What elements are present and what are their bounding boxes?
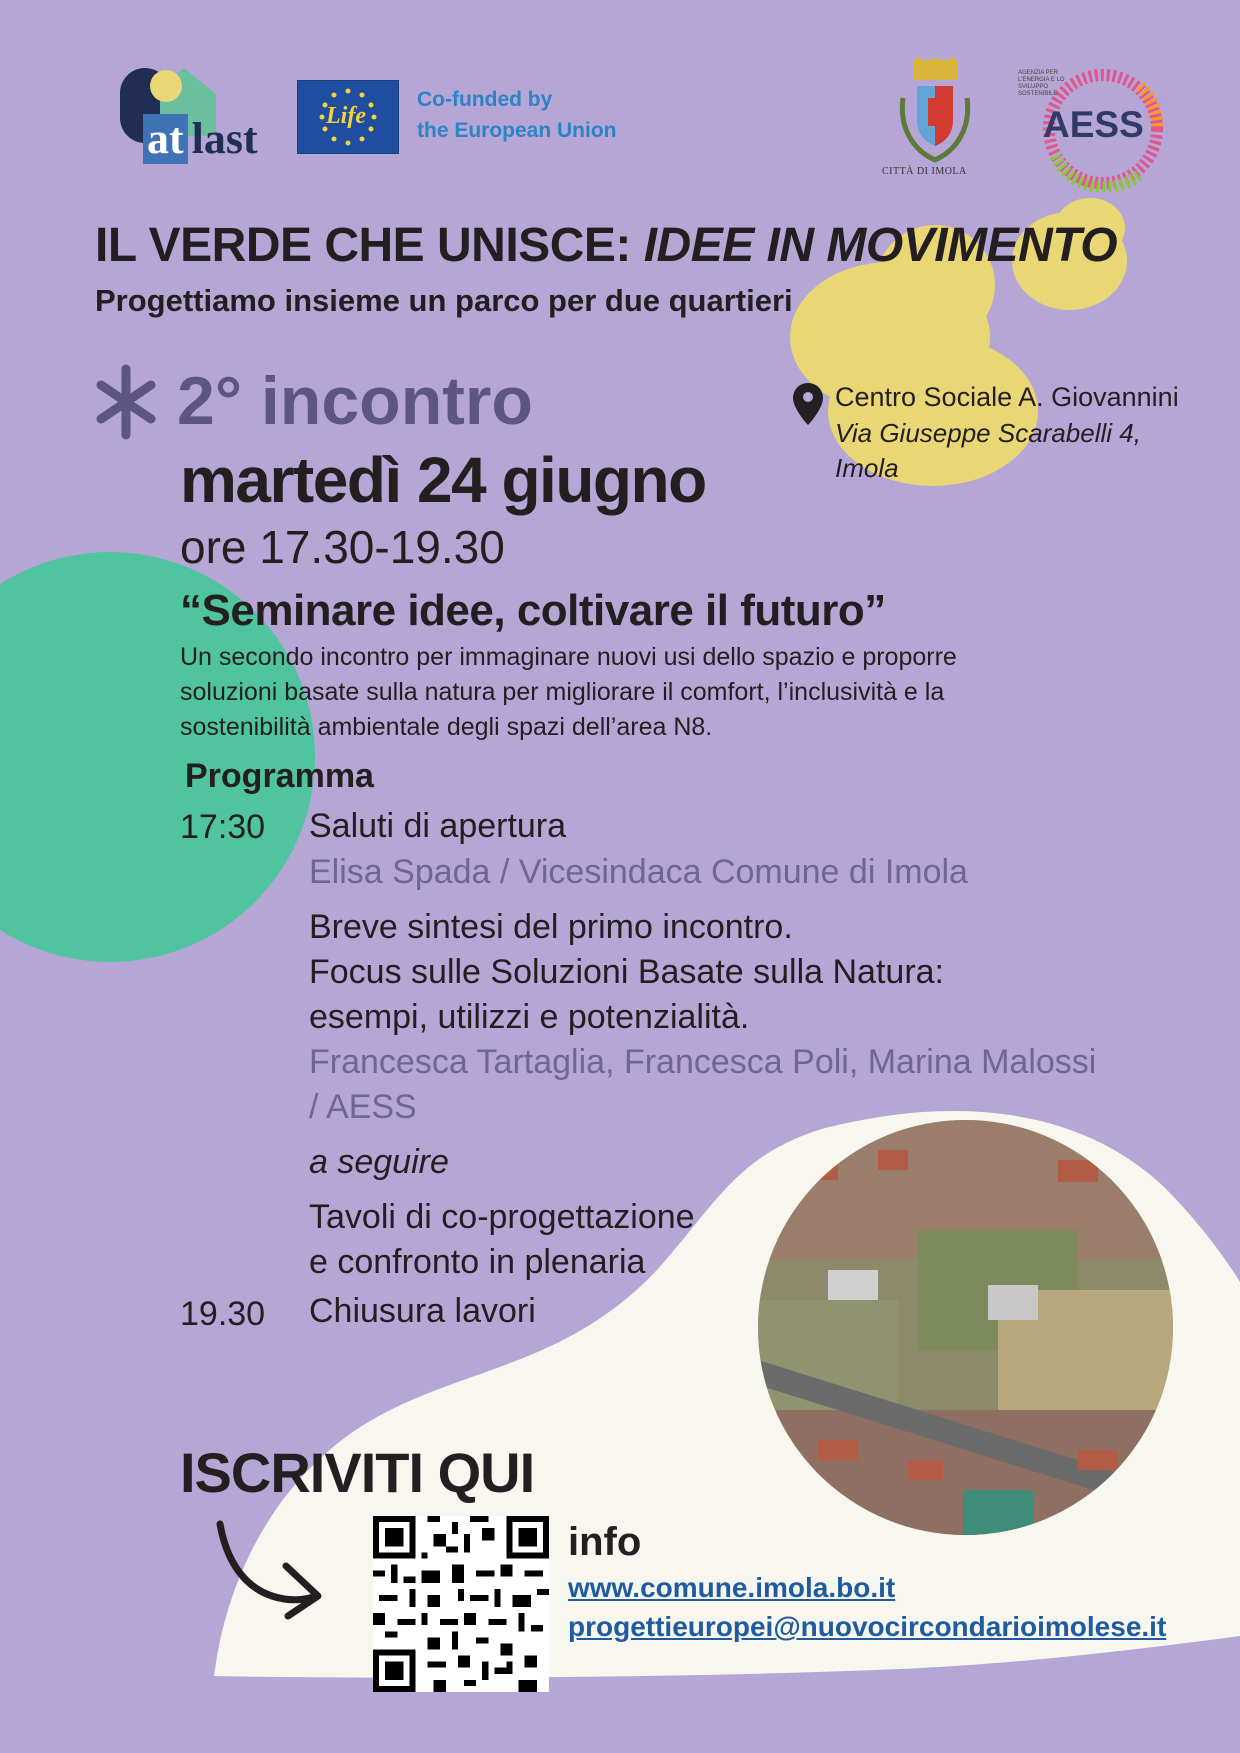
venue-name: Centro Sociale A. Giovannini [835,382,1179,412]
eu-flag-life-logo: Life [297,80,399,154]
program-time-1730: 17:30 [180,808,266,846]
arrow-icon [212,1518,327,1623]
location-pin-icon [791,381,825,427]
program-a-seguire: a seguire [309,1143,449,1181]
city-of-imola-caption: CITTÀ DI IMOLA [882,166,967,177]
program-item-closing: Chiusura lavori [309,1292,536,1330]
info-heading: info [568,1520,642,1564]
program-item-opening: Saluti di apertura [309,807,567,845]
event-date: martedì 24 giugno [180,444,706,516]
program-time-1930: 19.30 [180,1295,266,1333]
event-quote: “Seminare idee, coltivare il futuro” [180,586,886,635]
program-item-tables: Tavoli di co-progettazione e confronto in plenaria [309,1198,695,1281]
aess-logo-text: AESS [1043,104,1144,145]
city-of-imola-crest [893,58,977,166]
program-speaker-2: Francesca Tartaglia, Francesca Poli, Marina Malossi / AESS [309,1043,1097,1126]
meeting-number: 2° incontro [177,363,533,439]
qr-code[interactable] [373,1516,549,1692]
aerial-photo [758,1120,1173,1535]
program-item-summary: Breve sintesi del primo incontro. Focus sulle Soluzioni Basate sulla Natura: esempi, utilizzi e potenzialità. [309,908,944,1036]
venue-address: Via Giuseppe Scarabelli 4, Imola [835,418,1141,483]
email-link[interactable]: progettieuropei@nuovocircondarioimolese.it [568,1611,1167,1642]
page-title: IL VERDE CHE UNISCE: IDEE IN MOVIMENTO [95,219,1118,272]
signup-heading: ISCRIVITI QUI [180,1441,535,1504]
page-subtitle: Progettiamo insieme un parco per due quartieri [95,283,793,318]
aess-agency-text: AGENZIA PER L'ENERGIA E LO SVILUPPO SOSTENIBILE [1018,70,1065,97]
website-link[interactable]: www.comune.imola.bo.it [568,1572,896,1603]
atlast-logo-text: at last [143,114,258,166]
cofunded-text: Co-funded by the European Union [417,88,617,142]
asterisk-icon [95,363,157,441]
event-time: ore 17.30-19.30 [180,521,505,573]
program-title: Programma [185,757,374,795]
program-speaker-1: Elisa Spada / Vicesindaca Comune di Imola [309,853,968,891]
event-description: Un secondo incontro per immaginare nuovi usi dello spazio e proporre soluzioni basate sulla natura per migliorare il comfort, l’inclusività e la sostenibilità ambientale degli spazi dell’area N8. [180,643,957,741]
